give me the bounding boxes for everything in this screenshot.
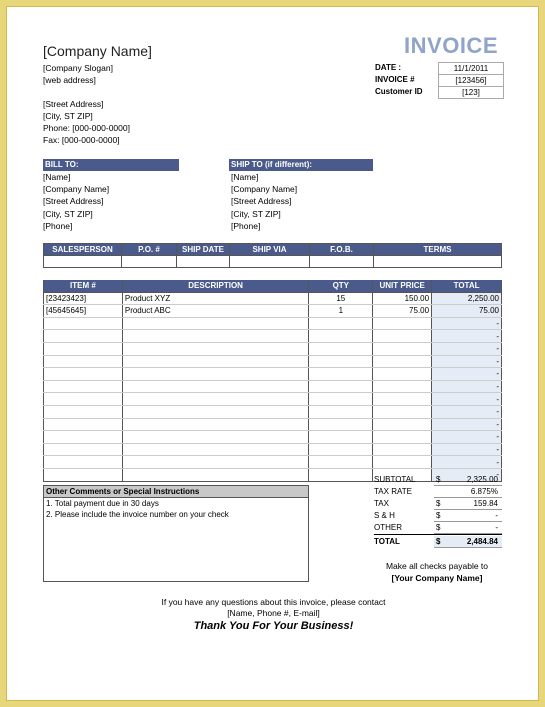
description-cell[interactable] [122, 405, 309, 418]
tax-rate-row [374, 486, 502, 498]
unit-price-cell[interactable] [373, 368, 432, 381]
shipping-info-table [43, 243, 502, 268]
ship-to-heading: SHIP TO (if different): [229, 159, 373, 171]
total-currency: $ [436, 537, 441, 546]
item-number-cell[interactable] [44, 317, 123, 330]
line-total-cell: - [432, 368, 502, 381]
table-row [44, 330, 502, 343]
unit-price-cell[interactable] [373, 330, 432, 343]
item-number-cell[interactable] [44, 405, 123, 418]
ship-to-city: [City, ST ZIP] [231, 209, 281, 219]
street-address: [Street Address] [43, 99, 104, 109]
unit-price-header: UNIT PRICE [373, 280, 432, 292]
unit-price-cell[interactable] [373, 317, 432, 330]
sh-currency: $ [436, 511, 441, 520]
terms-cell[interactable] [374, 256, 502, 268]
company-name: [Company Name] [43, 43, 152, 59]
thank-you-text: Thank You For Your Business! [193, 620, 354, 632]
description-cell[interactable] [122, 368, 309, 381]
po-header: P.O. # [122, 244, 177, 256]
item-number-header: ITEM # [44, 280, 123, 292]
comments-heading: Other Comments or Special Instructions [44, 486, 308, 498]
line-total-cell: - [432, 380, 502, 393]
total-divider [374, 534, 502, 535]
city-state-zip: [City, ST ZIP] [43, 111, 93, 121]
bill-to-heading: BILL TO: [43, 159, 179, 171]
bill-to-street: [Street Address] [43, 196, 104, 206]
qty-cell[interactable]: 1 [309, 305, 373, 318]
description-cell[interactable] [122, 468, 309, 481]
unit-price-cell[interactable]: 150.00 [373, 292, 432, 305]
date-label: DATE : [375, 63, 402, 72]
unit-price-cell[interactable]: 75.00 [373, 305, 432, 318]
other-row [374, 522, 502, 534]
description-cell[interactable] [122, 380, 309, 393]
description-cell[interactable] [122, 443, 309, 456]
other-value[interactable]: - [495, 523, 498, 532]
ship-date-cell[interactable] [177, 256, 230, 268]
qty-cell[interactable] [309, 431, 373, 444]
invoice-number-value[interactable]: [123456] [438, 74, 504, 87]
qty-cell[interactable] [309, 380, 373, 393]
table-row [44, 368, 502, 381]
subtotal-label: SUBTOTAL [374, 475, 416, 484]
subtotal-currency: $ [436, 475, 441, 484]
item-number-cell[interactable] [44, 380, 123, 393]
comments-box[interactable] [43, 485, 309, 582]
description-cell[interactable] [122, 317, 309, 330]
description-cell[interactable] [122, 342, 309, 355]
item-number-cell[interactable]: [23423423] [44, 292, 123, 305]
table-row [44, 317, 502, 330]
item-number-cell[interactable] [44, 393, 123, 406]
item-number-cell[interactable] [44, 330, 123, 343]
item-number-cell[interactable] [44, 355, 123, 368]
total-row [374, 536, 502, 548]
other-label: OTHER [374, 523, 402, 532]
po-cell[interactable] [122, 256, 177, 268]
qty-cell[interactable] [309, 468, 373, 481]
description-cell[interactable] [122, 355, 309, 368]
description-cell[interactable] [122, 393, 309, 406]
payable-company: [Your Company Name] [391, 573, 483, 583]
tax-value: 159.84 [473, 499, 498, 508]
comment-line-1: 1. Total payment due in 30 days [46, 499, 159, 508]
item-number-cell[interactable] [44, 456, 123, 469]
qty-cell[interactable] [309, 355, 373, 368]
tax-rate-label: TAX RATE [374, 487, 412, 496]
bill-to-phone: [Phone] [43, 221, 73, 231]
unit-price-cell[interactable] [373, 380, 432, 393]
subtotal-row [374, 474, 502, 486]
comment-line-2: 2. Please include the invoice number on your check [46, 510, 229, 519]
table-row [44, 393, 502, 406]
invoice-number-label: INVOICE # [375, 75, 415, 84]
ship-to-name: [Name] [231, 172, 259, 182]
item-number-cell[interactable] [44, 468, 123, 481]
ship-to-phone: [Phone] [231, 221, 261, 231]
bill-to-name: [Name] [43, 172, 71, 182]
unit-price-cell[interactable] [373, 431, 432, 444]
other-currency: $ [436, 523, 441, 532]
unit-price-cell[interactable] [373, 418, 432, 431]
description-cell[interactable] [122, 330, 309, 343]
line-total-cell: 75.00 [432, 305, 502, 318]
qty-cell[interactable] [309, 317, 373, 330]
line-total-cell: - [432, 393, 502, 406]
ship-date-header: SHIP DATE [177, 244, 230, 256]
line-total-cell: 2,250.00 [432, 292, 502, 305]
customer-id-value[interactable]: [123] [438, 86, 504, 99]
item-number-cell[interactable] [44, 368, 123, 381]
invoice-title: INVOICE [404, 33, 498, 58]
description-cell[interactable]: Product ABC [122, 305, 309, 318]
qty-cell[interactable]: 15 [309, 292, 373, 305]
customer-id-label: Customer ID [375, 87, 423, 96]
sh-box [434, 510, 502, 522]
total-value: 2,484.84 [466, 537, 498, 546]
ship-via-header: SHIP VIA [230, 244, 310, 256]
payable-text: Make all checks payable to [385, 561, 489, 571]
unit-price-cell[interactable] [373, 405, 432, 418]
description-cell[interactable] [122, 431, 309, 444]
bill-to-company: [Company Name] [43, 184, 110, 194]
unit-price-cell[interactable] [373, 456, 432, 469]
item-number-cell[interactable] [44, 342, 123, 355]
line-total-cell: - [432, 405, 502, 418]
line-total-cell: - [432, 456, 502, 469]
fob-header: F.O.B. [310, 244, 374, 256]
total-header: TOTAL [432, 280, 502, 292]
table-row [44, 431, 502, 444]
description-cell[interactable] [122, 418, 309, 431]
unit-price-cell[interactable] [373, 342, 432, 355]
table-row [44, 405, 502, 418]
date-value[interactable]: 11/1/2011 [438, 62, 504, 75]
fob-cell[interactable] [310, 256, 374, 268]
table-row [44, 292, 502, 305]
line-total-cell: - [432, 342, 502, 355]
line-total-cell: - [432, 317, 502, 330]
total-label: TOTAL [374, 537, 400, 546]
table-row [44, 342, 502, 355]
item-number-cell[interactable] [44, 443, 123, 456]
items-table [43, 280, 502, 482]
questions-text: If you have any questions about this invoice, please contact [161, 597, 386, 607]
tax-rate-value[interactable]: 6.875% [470, 487, 498, 496]
subtotal-value: 2,325.00 [466, 475, 498, 484]
qty-header: QTY [309, 280, 373, 292]
unit-price-cell[interactable] [373, 355, 432, 368]
salesperson-cell[interactable] [44, 256, 122, 268]
item-number-cell[interactable] [44, 431, 123, 444]
contact-text: [Name, Phone #, E-mail] [227, 608, 320, 618]
line-total-cell: - [432, 418, 502, 431]
description-cell[interactable]: Product XYZ [122, 292, 309, 305]
table-row [44, 443, 502, 456]
qty-cell[interactable] [309, 456, 373, 469]
qty-cell[interactable] [309, 418, 373, 431]
description-header: DESCRIPTION [122, 280, 309, 292]
table-row [44, 305, 502, 318]
item-number-cell[interactable]: [45645645] [44, 305, 123, 318]
other-box [434, 522, 502, 534]
qty-cell[interactable] [309, 393, 373, 406]
line-total-cell: - [432, 330, 502, 343]
table-row [44, 456, 502, 469]
sh-value[interactable]: - [495, 511, 498, 520]
company-slogan: [Company Slogan] [43, 63, 113, 73]
bill-to-city: [City, ST ZIP] [43, 209, 93, 219]
unit-price-cell[interactable] [373, 393, 432, 406]
qty-cell[interactable] [309, 405, 373, 418]
description-cell[interactable] [122, 456, 309, 469]
unit-price-cell[interactable] [373, 443, 432, 456]
line-total-cell: - [432, 355, 502, 368]
sh-label: S & H [374, 511, 395, 520]
invoice-page [6, 6, 539, 701]
table-row [44, 418, 502, 431]
line-total-cell: - [432, 431, 502, 444]
qty-cell[interactable] [309, 443, 373, 456]
table-row [44, 380, 502, 393]
web-address: [web address] [43, 75, 96, 85]
line-total-cell: - [432, 468, 502, 481]
ship-via-cell[interactable] [230, 256, 310, 268]
salesperson-header: SALESPERSON [44, 244, 122, 256]
table-row [44, 355, 502, 368]
qty-cell[interactable] [309, 368, 373, 381]
sh-row [374, 510, 502, 522]
tax-label: TAX [374, 499, 389, 508]
terms-header: TERMS [374, 244, 502, 256]
qty-cell[interactable] [309, 342, 373, 355]
item-number-cell[interactable] [44, 418, 123, 431]
phone: Phone: [000-000-0000] [43, 123, 130, 133]
ship-to-street: [Street Address] [231, 196, 292, 206]
tax-currency: $ [436, 499, 441, 508]
ship-to-company: [Company Name] [231, 184, 298, 194]
tax-row [374, 498, 502, 510]
qty-cell[interactable] [309, 330, 373, 343]
fax: Fax: [000-000-0000] [43, 135, 120, 145]
line-total-cell: - [432, 443, 502, 456]
